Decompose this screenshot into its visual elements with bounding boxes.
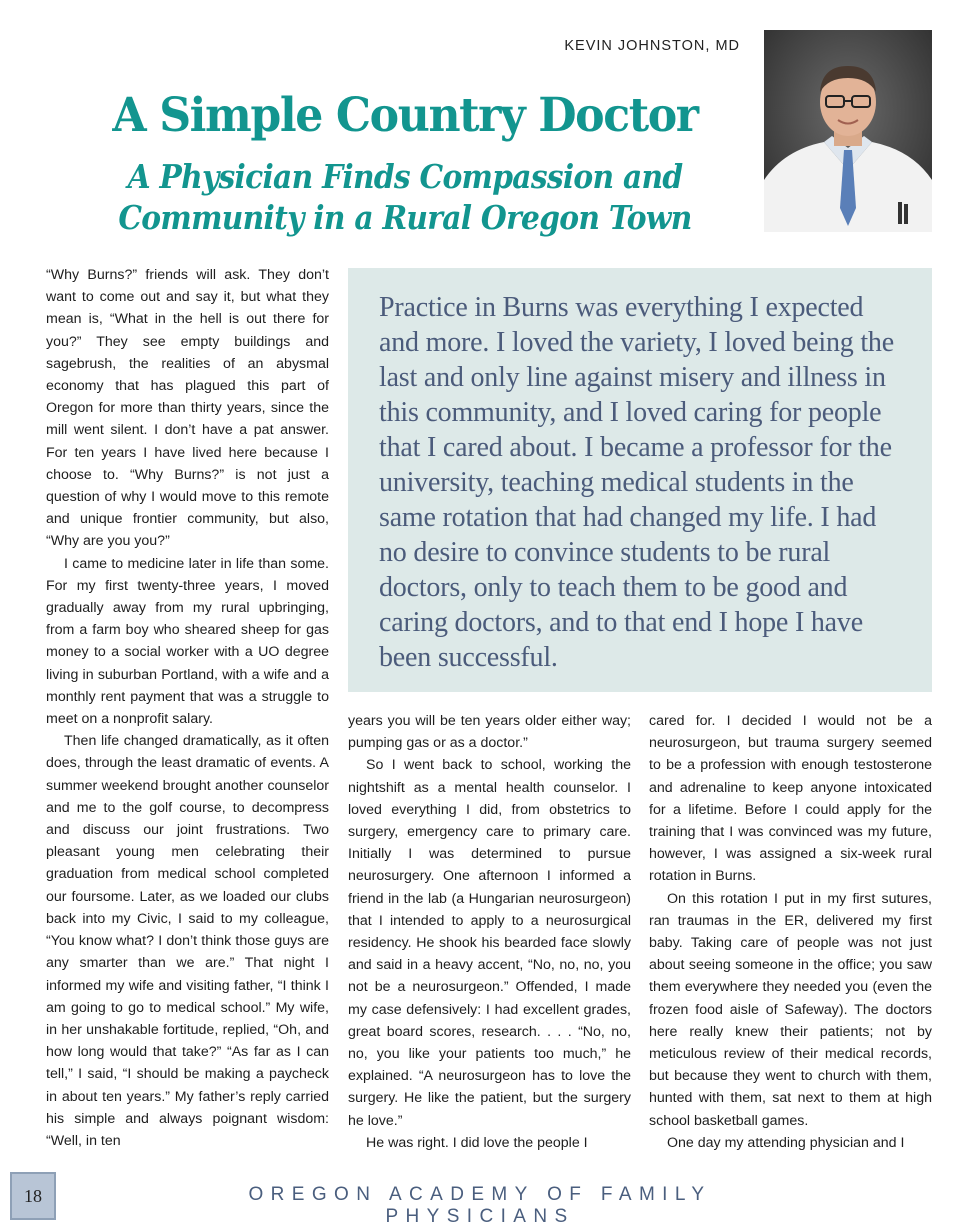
pull-quote-text: Practice in Burns was everything I expected and more. I loved the variety, I loved being the last and only line against misery and illness in this community, and I loved caring for people that I cared about. I became a professor for the university, teaching medical students in the same rotation that had changed my life. I had no desire to convince students to be rural doctors, only to teach them to be good and caring doctors, and to that end I hope I have been successful. [379,292,894,673]
page-number: 18 [10,1172,56,1220]
paragraph: cared for. I decided I would not be a neurosurgeon, but trauma surgery seemed to be a profession with enough testosterone and adrenaline to keep anyone intoxicated for a lifetime. Before I could apply for the training that I was convinced was my future, however, I was assigned a six-week rural rotation in Burns. [649,713,932,885]
paragraph: One day my attending physician and I [667,1134,905,1151]
article-column-1 [46,264,329,1152]
paragraph: years you will be ten years older either way; pumping gas or as a doctor.” [348,713,631,752]
paragraph: So I went back to school, working the nightshift as a mental health counselor. I loved everything I did, from obstetrics to surgery, emergency care to primary care. Initially I was determined to pursue neurosurgery. One afternoon I informed a friend in the lab (a Hungarian neurosurgeon) that I intended to apply to a neurosurgical residency. He shook his bearded face slowly and said in a heavy accent, “No, no, no, you not be a neurosurgeon.” Offended, I made my case defensively: I had excellent grades, great board scores, research. . . . “No, no, no, you like your patients too much,” he explained. “A neurosurgeon has to love the surgery. He like the patient, but the surgery he love.” [348,757,631,1129]
article-subtitle [113,156,698,238]
paragraph: “Why Burns?” friends will ask. They don’t want to come out and say it, but what they mean is, “What in the hell is out there for you?” They see empty buildings and sagebrush, the realities of an abysmal economy that has plagued this part of Oregon for more than thirty years, since the mill went silent. I don’t have a pat answer. For ten years I have lived here because I choose to. “Why Burns?” is not just a question of why I would move to this remote and unique frontier community, but also, “Why are you you?” [46,267,329,550]
article-column-2 [348,710,631,1154]
author-photo [764,30,932,232]
paragraph: On this rotation I put in my first sutures, ran traumas in the ER, delivered my first baby. Taking care of people was not just about seeing someone in the office; you saw them everywhere they needed you (even the frozen food aisle of Safeway). The doctors here really knew their patients; not by meticulous review of their medical records, but because they went to church with them, hunted with them, sat next to them at high school basketball games. [649,890,932,1129]
paragraph: He was right. I did love the people I [366,1134,588,1151]
paragraph: I came to medicine later in life than some. For my first twenty-three years, I moved gradually away from my rural upbringing, from a farm boy who sheared sheep for gas money to a social worker with a UO degree living in suburban Portland, with a wife and a monthly rent payment that was a struggle to meet on a nonprofit salary. [46,555,329,728]
article-column-3 [649,710,932,1154]
article-title: A Simple Country Doctor [112,88,698,143]
author-byline: KEVIN JOHNSTON, MD [564,38,740,54]
paragraph: Then life changed dramatically, as it often does, through the least dramatic of events. A summer weekend brought another counselor and me to the golf course, to decompress and discuss our joint frustrations. Two pleasant young men celebrating their graduation from medical school completed our foursome. Later, as we loaded our clubs back into my Civic, I said to my colleague, “You know what? I don’t think those guys are any smarter than we are.” That night I informed my wife and visiting father, “I think I am going to go to medical school.” My wife, in her unshakable fortitude, replied, “Oh, and how long would that take?” “As far as I can tell,” I said, “I should be making a paycheck in about ten years.” My father’s reply carried his simple and always poignant wisdom: “Well, in ten [46,733,329,1149]
subtitle-line-1: A Physician Finds Compassion and [127,157,683,196]
pull-quote [348,268,932,692]
publication-footer: OREGON ACADEMY OF FAMILY PHYSICIANS [248,1184,712,1227]
subtitle-line-2: Community in a Rural Oregon Town [118,198,692,237]
